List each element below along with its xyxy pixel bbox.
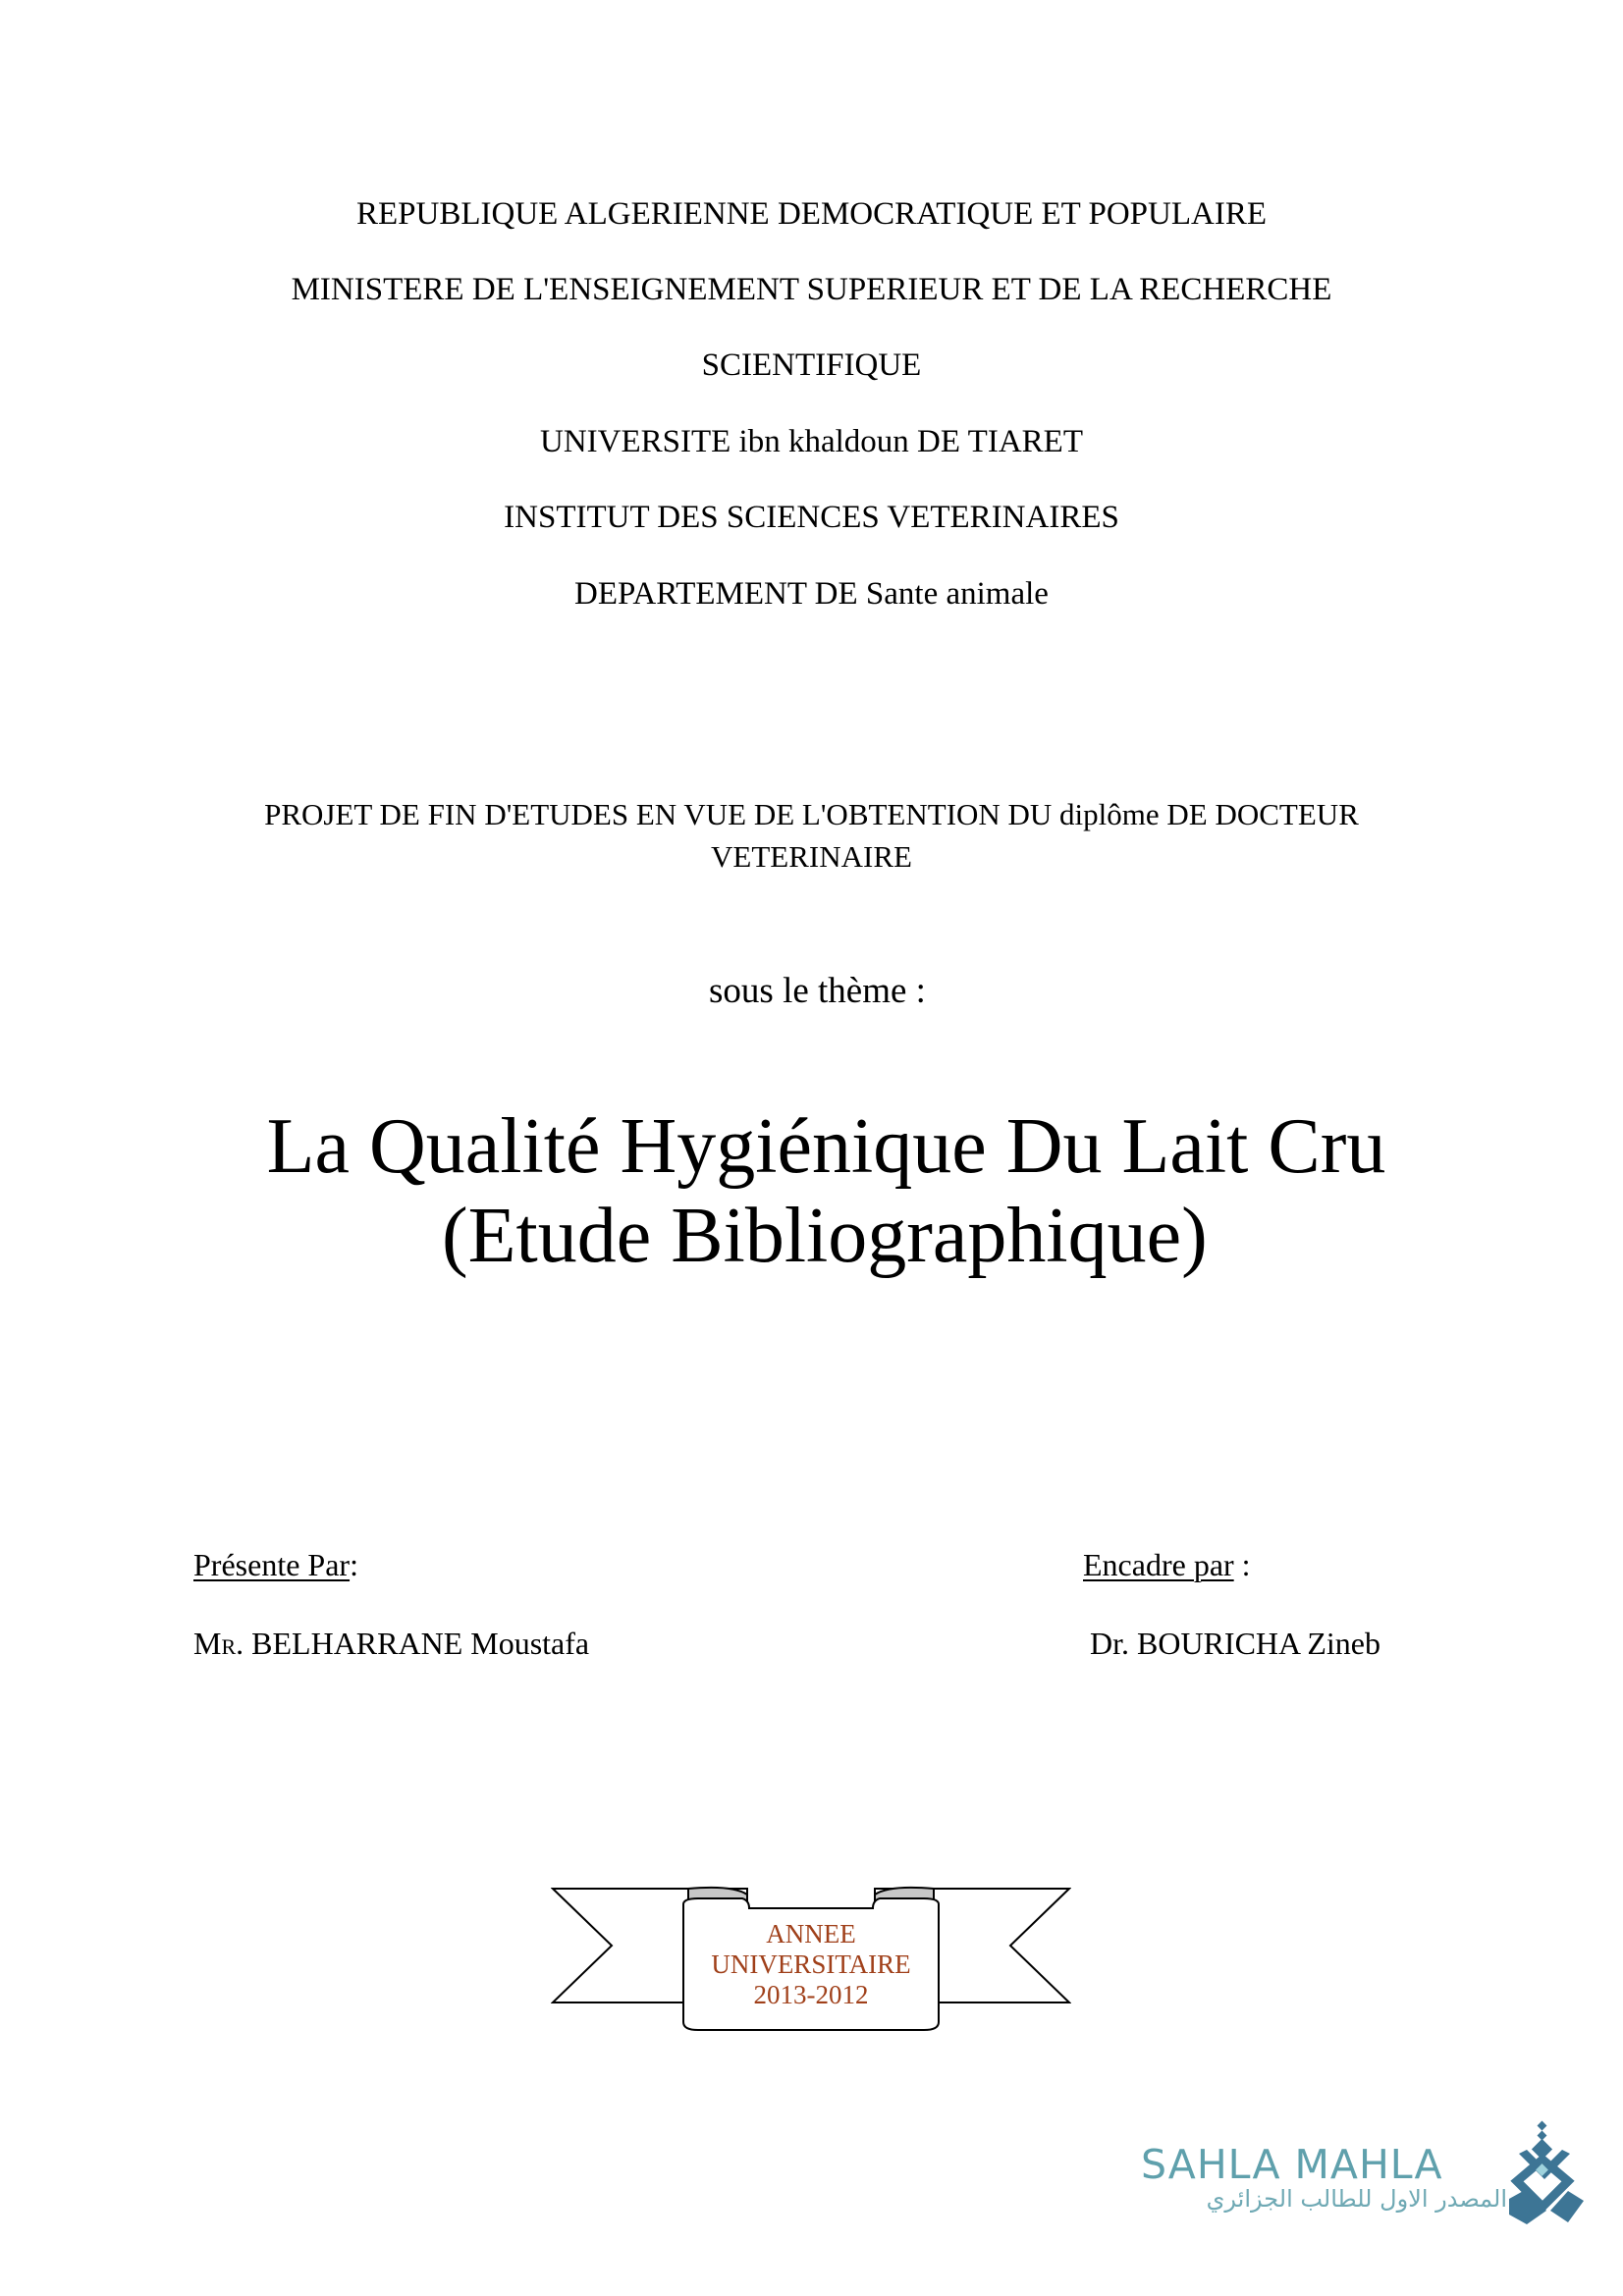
document-title-line-1: La Qualité Hygiénique Du Lait Cru [266,1103,1386,1190]
document-title-line-2: (Etude Bibliographique) [442,1193,1208,1279]
supervisor-name: Dr. BOURICHA Zineb [1090,1626,1380,1661]
project-line-2: VETERINAIRE [711,839,912,874]
header-ministry-cont: SCIENTIFIQUE [701,347,922,383]
presented-by-colon: : [350,1547,358,1582]
header-university: UNIVERSITE ibn khaldoun DE TIARET [540,424,1083,459]
presented-by-label-text: Présente Par [193,1547,351,1582]
header-ministry: MINISTERE DE L'ENSEIGNEMENT SUPERIEUR ET DE LA RECHERCHE [291,272,1332,307]
header-department: DEPARTEMENT DE Sante animale [574,576,1049,612]
academic-year-line-2: UNIVERSITAIRE [711,1949,911,1979]
theme-label: sous le thème : [709,971,926,1011]
student-name [193,1624,589,1667]
presented-by-label [193,1545,358,1584]
student-title-r: R [221,1634,237,1659]
supervised-by-colon: : [1233,1547,1251,1582]
student-name-text: . BELHARRANE Moustafa [236,1626,590,1661]
header-institute: INSTITUT DES SCIENCES VETERINAIRES [504,500,1119,535]
student-title-m: M [193,1626,222,1661]
supervised-by-label-text: Encadre par [1083,1547,1234,1582]
sahla-mahla-emblem-icon [1507,2120,1586,2228]
academic-year-line-3: 2013-2012 [753,1980,869,2009]
project-line-1: PROJET DE FIN D'ETUDES EN VUE DE L'OBTENTION DU diplôme DE DOCTEUR [264,797,1359,831]
sahla-mahla-logo-subtitle: المصدر الاول للطالب الجزائري [1206,2185,1507,2213]
supervised-by-label [1083,1545,1251,1584]
header-republic: REPUBLIQUE ALGERIENNE DEMOCRATIQUE ET POPULAIRE [355,196,1268,232]
academic-year-label [682,1919,940,2010]
sahla-mahla-logo-text: SAHLA MAHLA [1141,2141,1443,2188]
academic-year-line-1: ANNEE [766,1919,856,1949]
